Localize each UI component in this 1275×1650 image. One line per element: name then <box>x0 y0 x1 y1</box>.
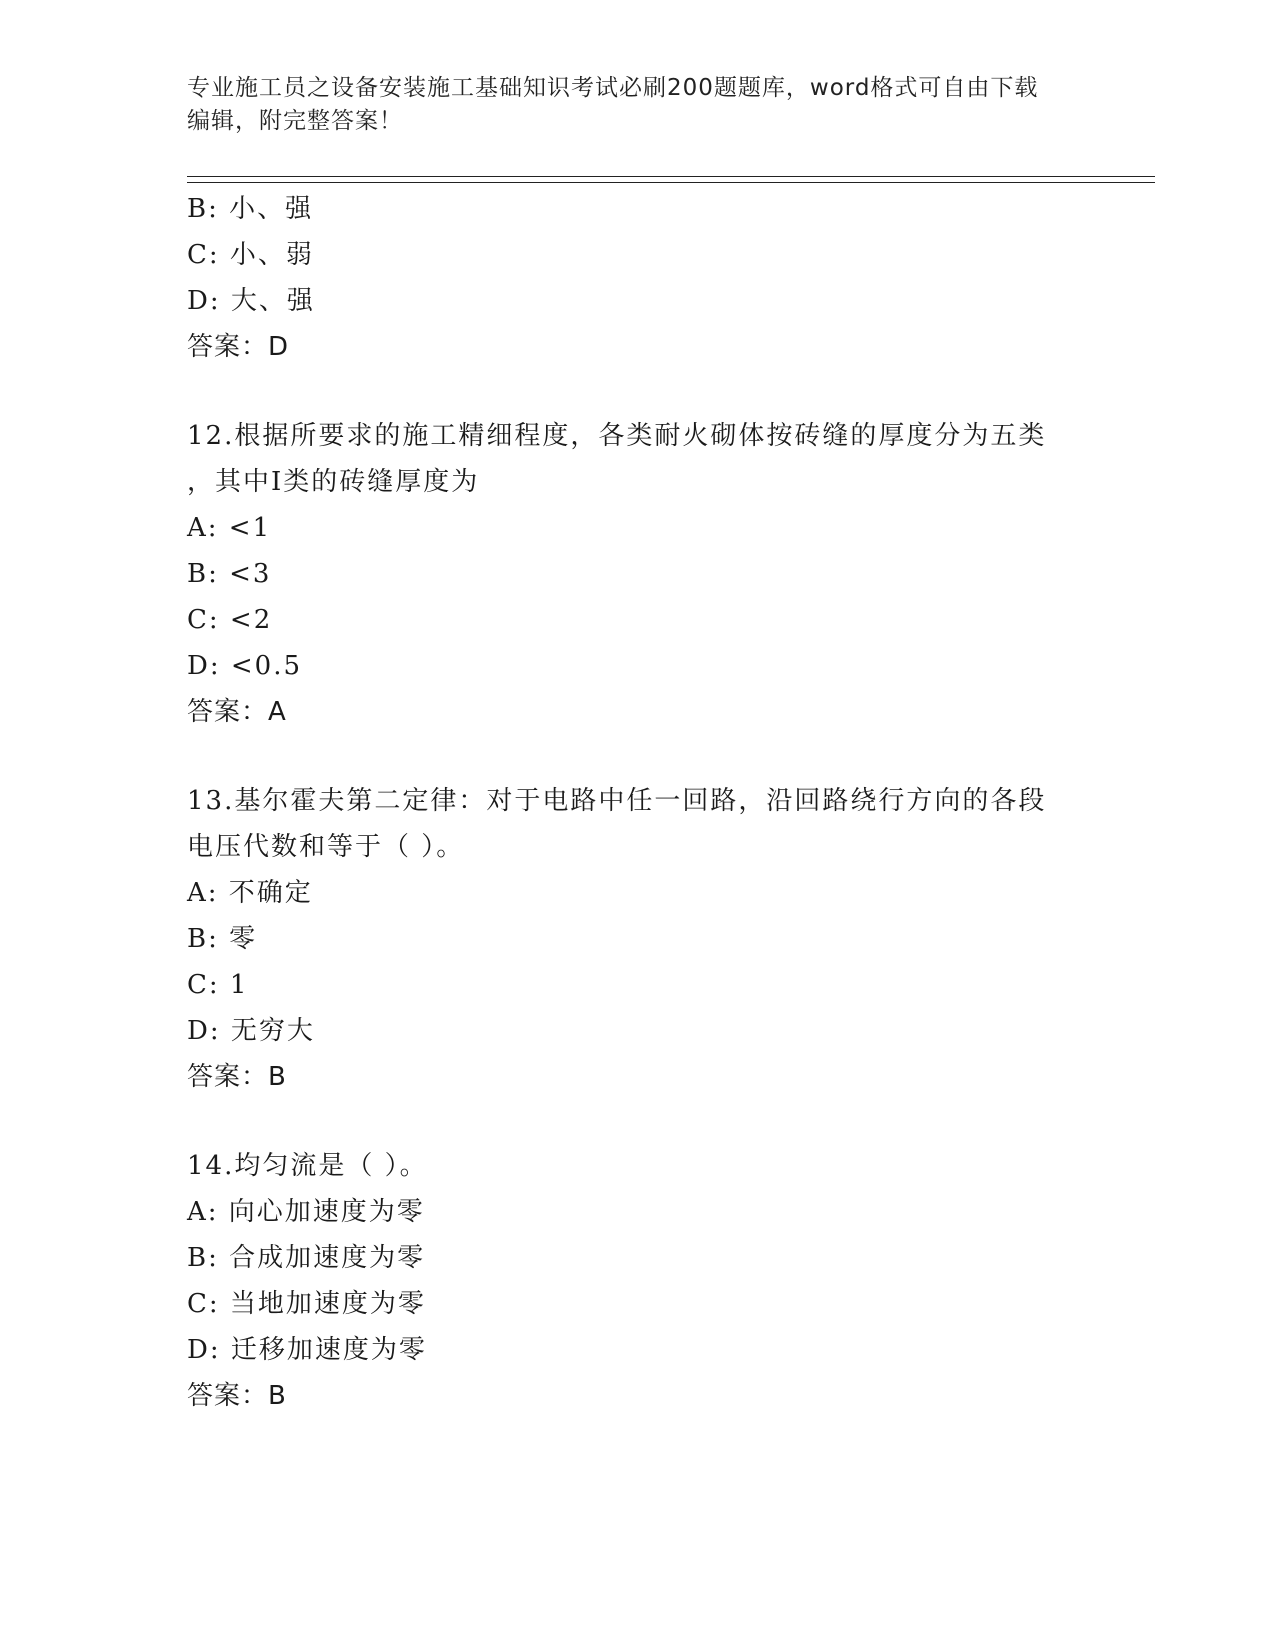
question-stem-line-1: 13.基尔霍夫第二定律：对于电路中任一回路，沿回路绕行方向的各段 <box>187 786 1047 816</box>
question-13 <box>187 778 1087 1100</box>
option-a: A: 不确定 <box>187 878 313 908</box>
option-c: C: 小、弱 <box>187 240 314 270</box>
option-c: C: <2 <box>187 605 273 635</box>
option-a: A: 向心加速度为零 <box>187 1197 425 1227</box>
option-d: D: 无穷大 <box>187 1016 315 1046</box>
question-stem-line-2: ，其中Ⅰ类的砖缝厚度为 <box>187 467 480 497</box>
question-14 <box>187 1143 1087 1419</box>
option-b: B: <3 <box>187 559 272 589</box>
option-d: D: 大、强 <box>187 286 315 316</box>
header-divider <box>187 176 1155 183</box>
option-a: A: <1 <box>187 513 272 543</box>
document-header <box>187 72 1087 138</box>
option-c: C: 当地加速度为零 <box>187 1289 426 1319</box>
option-b: B: 小、强 <box>187 194 314 224</box>
answer: 答案：D <box>187 332 290 362</box>
question-stem-line-1: 12.根据所要求的施工精细程度，各类耐火砌体按砖缝的厚度分为五类 <box>187 421 1047 451</box>
option-c: C: 1 <box>187 970 249 1000</box>
header-title-line-1: 专业施工员之设备安装施工基础知识考试必刷200题题库，word格式可自由下载 <box>187 75 1039 101</box>
answer: 答案：B <box>187 1381 287 1411</box>
question-11-tail <box>187 186 1087 370</box>
option-b: B: 合成加速度为零 <box>187 1243 426 1273</box>
option-b: B: 零 <box>187 924 258 954</box>
option-d: D: <0.5 <box>187 651 303 681</box>
question-stem-line-1: 14.均匀流是（ ）。 <box>187 1151 428 1181</box>
answer: 答案：A <box>187 697 287 727</box>
question-stem-line-2: 电压代数和等于（ ）。 <box>187 832 465 862</box>
question-list <box>187 186 1087 1419</box>
answer: 答案：B <box>187 1062 287 1092</box>
option-d: D: 迁移加速度为零 <box>187 1335 427 1365</box>
header-title-line-2: 编辑，附完整答案！ <box>187 108 403 134</box>
question-12 <box>187 413 1087 735</box>
